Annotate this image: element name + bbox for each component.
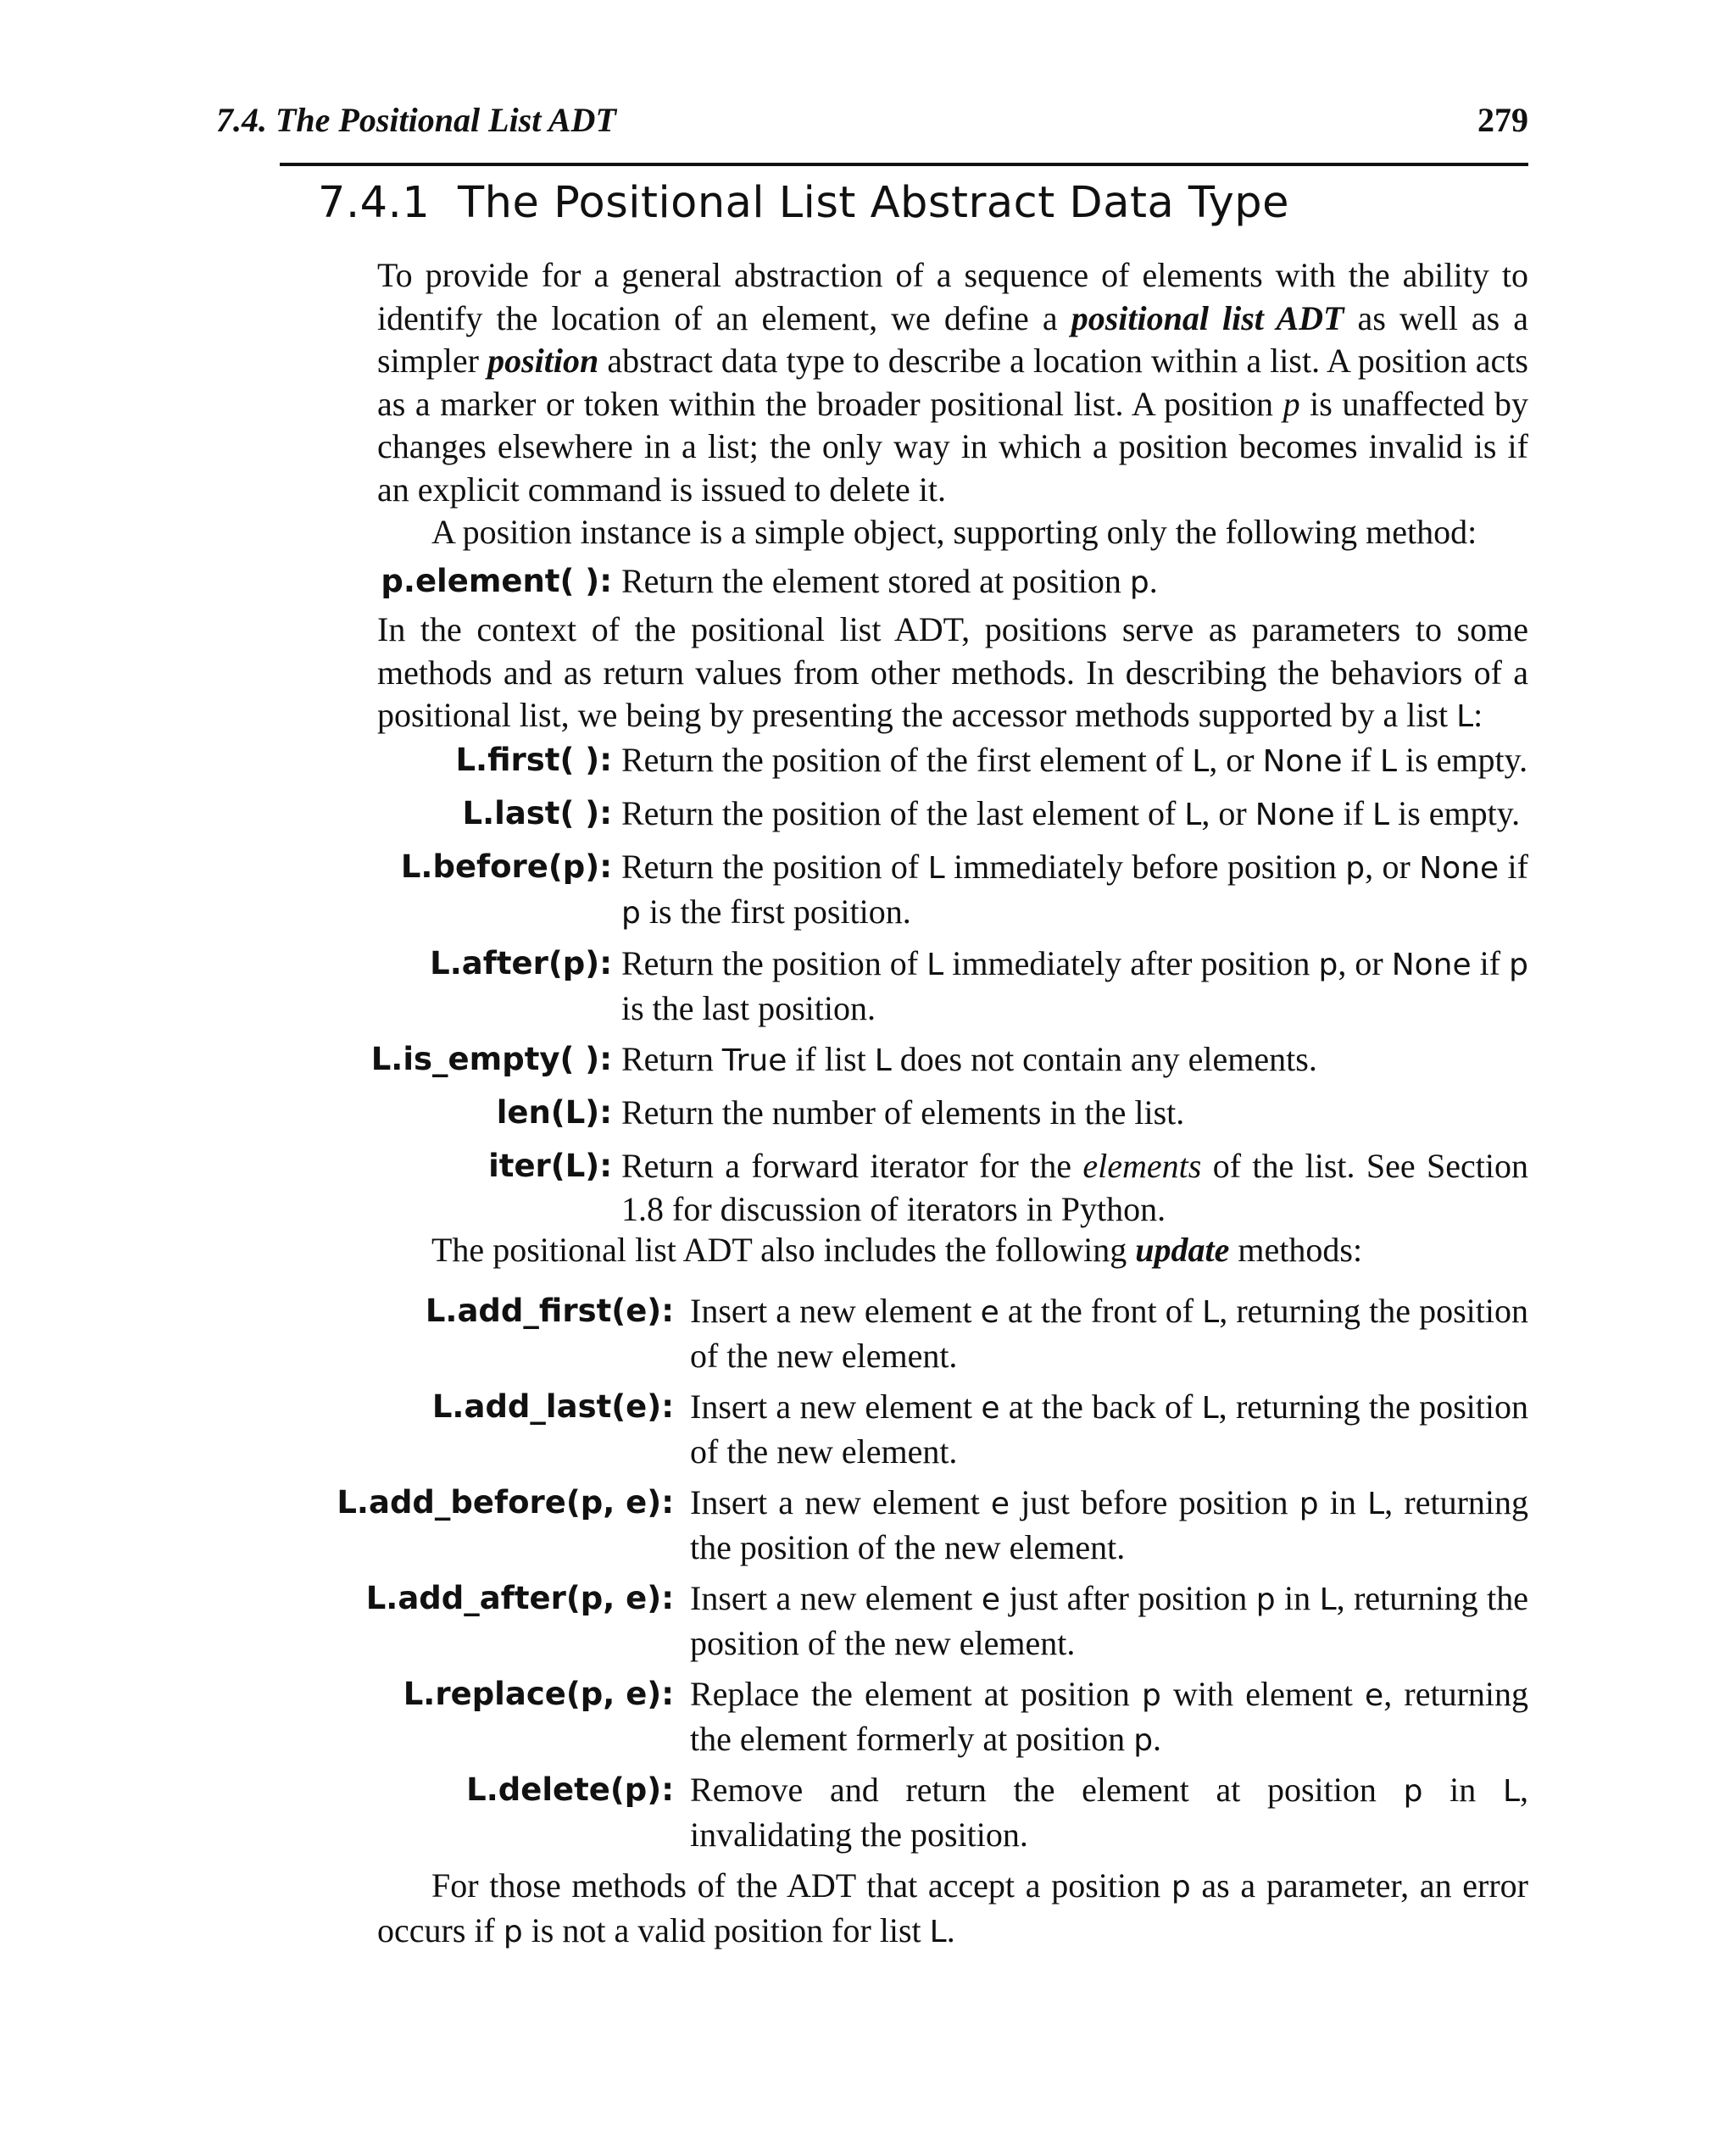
definition-term: L.is_empty( ): bbox=[370, 1041, 612, 1077]
definition-term: L.replace(p, e): bbox=[403, 1676, 674, 1712]
definition-description: Insert a new element e just before position p in L, returning the position of the new element. bbox=[690, 1483, 1528, 1566]
context-block bbox=[377, 609, 1528, 739]
definition-term: L.delete(p): bbox=[466, 1771, 674, 1808]
intro-paragraph: To provide for a general abstraction of a sequence of elements with the ability to identify the location of an element, we define a positional list ADT as well as a simpler position abstract data type to describe a location within a list. A position acts as a marker or token within the broader positional list. A position p is unaffected by changes elsewhere in a list; the only way in which a position becomes invalid is if an explicit command is issued to delete it. bbox=[377, 256, 1529, 509]
closing-block bbox=[377, 1865, 1528, 1954]
page-number: 279 bbox=[1477, 101, 1528, 139]
definition-term: L.first( ): bbox=[455, 742, 612, 778]
definition-term: L.add_last(e): bbox=[431, 1388, 674, 1425]
definition-term: L.last( ): bbox=[462, 795, 612, 831]
definition-term: L.add_first(e): bbox=[425, 1293, 674, 1329]
definition-description: Remove and return the element at position p in L, invalidating the position. bbox=[690, 1771, 1528, 1854]
definition-term: L.before(p): bbox=[400, 848, 612, 885]
definition-term: L.after(p): bbox=[430, 945, 612, 982]
running-title: 7.4. The Positional List ADT bbox=[216, 101, 616, 139]
update-intro-block bbox=[377, 1229, 1528, 1272]
definition-term: L.add_after(p, e): bbox=[365, 1580, 674, 1616]
position-intro-paragraph: A position instance is a simple object, supporting only the following method: bbox=[431, 513, 1477, 551]
definition-term: iter(L): bbox=[488, 1148, 612, 1184]
definition-description: Insert a new element e at the front of L, returning the position of the new element. bbox=[690, 1292, 1529, 1375]
definition-description: Return the position of the first element of L, or None if L is empty. bbox=[621, 741, 1528, 779]
definition-description: Return a forward iterator for the elements of the list. See Section 1.8 for discussion of iterators in Python. bbox=[621, 1147, 1529, 1228]
definition-term: p.element( ): bbox=[381, 563, 612, 599]
definition-description: Return the position of L immediately after position p, or None if p is the last position. bbox=[621, 944, 1529, 1027]
section-heading bbox=[318, 178, 1289, 228]
section-number: 7.4.1 bbox=[318, 178, 431, 228]
running-header bbox=[216, 100, 1528, 151]
definition-description: Return the number of elements in the list. bbox=[621, 1093, 1185, 1132]
context-paragraph: In the context of the positional list ADT, positions serve as parameters to some methods and as return values from other methods. In describing the behaviors of a positional list, we being by presenting the accessor methods supported by a list L: bbox=[377, 610, 1528, 734]
section-title: The Positional List Abstract Data Type bbox=[458, 178, 1290, 228]
definition-description: Replace the element at position p with element e, returning the element formerly at position p. bbox=[690, 1675, 1528, 1758]
definition-description: Return the position of L immediately before position p, or None if p is the first position. bbox=[621, 848, 1528, 931]
definition-term: len(L): bbox=[496, 1094, 612, 1131]
intro-block bbox=[377, 254, 1528, 554]
definition-description: Return the element stored at position p. bbox=[621, 562, 1158, 600]
definition-description: Insert a new element e just after position p in L, returning the position of the new element. bbox=[690, 1579, 1528, 1662]
header-rule bbox=[280, 163, 1528, 166]
closing-paragraph: For those methods of the ADT that accept a position p as a parameter, an error occurs if p is not a valid position for list L. bbox=[377, 1866, 1529, 1949]
update-intro-paragraph: The positional list ADT also includes the following update methods: bbox=[431, 1231, 1363, 1269]
definition-term: L.add_before(p, e): bbox=[337, 1484, 674, 1521]
definition-description: Insert a new element e at the back of L, returning the position of the new element. bbox=[690, 1387, 1529, 1471]
definition-description: Return the position of the last element of L, or None if L is empty. bbox=[621, 794, 1521, 832]
definition-description: Return True if list L does not contain any elements. bbox=[621, 1040, 1317, 1078]
